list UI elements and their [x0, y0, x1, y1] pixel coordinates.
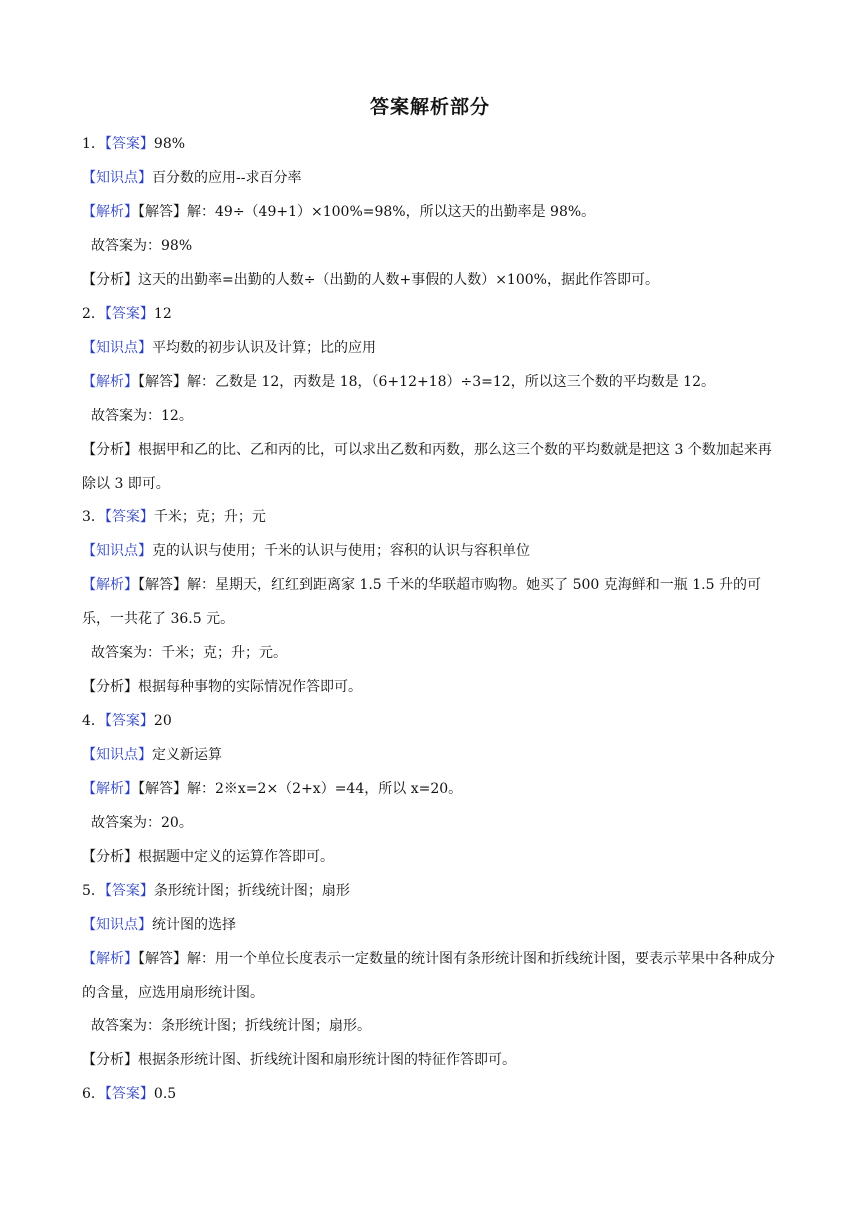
item-number: 3． — [82, 509, 105, 525]
item-2-explain-line — [82, 433, 782, 501]
answer-label: 【答案】 — [104, 883, 154, 899]
item-3-knowledge-line — [82, 541, 782, 561]
item-3-analysis-line — [82, 568, 782, 636]
explain-label: 【分析】 — [82, 1052, 138, 1068]
analysis-label: 【解析】 — [82, 951, 138, 967]
item-1-answer-line — [82, 134, 782, 154]
knowledge-label: 【知识点】 — [82, 917, 152, 933]
item-1-knowledge-line — [82, 168, 782, 188]
item-number: 2． — [82, 306, 105, 322]
item-3-answer-line — [82, 507, 782, 527]
solution-text: 解：2※x=2×（2+x）=44，所以 x=20。 — [187, 781, 463, 797]
solution-label: 【解答】 — [138, 577, 187, 593]
knowledge-label: 【知识点】 — [82, 747, 152, 763]
page-title: 答案解析部分 — [369, 96, 490, 118]
item-1-analysis-line — [82, 202, 782, 222]
answer-value: 20 — [153, 713, 172, 729]
item-5-analysis-line — [82, 942, 782, 1010]
answer-label: 【答案】 — [104, 1086, 154, 1102]
item-2-knowledge-line — [82, 338, 782, 358]
explain-label: 【分析】 — [82, 442, 138, 458]
solution-text: 解：乙数是 12，丙数是 18，（6+12+18）÷3=12，所以这三个数的平均数是 12。 — [187, 374, 715, 390]
answer-label: 【答案】 — [104, 306, 154, 322]
answer-value: 12 — [153, 306, 172, 322]
item-4-answer-line — [82, 711, 782, 731]
solution-label: 【解答】 — [138, 951, 187, 967]
analysis-label: 【解析】 — [82, 577, 138, 593]
knowledge-label: 【知识点】 — [82, 340, 152, 356]
solution-label: 【解答】 — [138, 781, 187, 797]
explain-text: 这天的出勤率=出勤的人数÷（出勤的人数+事假的人数）×100%，据此作答即可。 — [138, 272, 659, 288]
solution-text: 解：星期天，红红到距离家 1.5 千米的华联超市购物。她买了 500 克海鲜和一瓶 1.5 升的可乐，一共花了 36.5 元。 — [82, 577, 761, 627]
answer-value: 条形统计图；折线统计图；扇形 — [153, 883, 350, 899]
analysis-label: 【解析】 — [82, 374, 138, 390]
knowledge-text: 平均数的初步认识及计算；比的应用 — [152, 340, 376, 356]
knowledge-text: 百分数的应用--求百分率 — [152, 170, 302, 186]
explain-label: 【分析】 — [82, 679, 138, 695]
analysis-label: 【解析】 — [82, 204, 138, 220]
item-number: 4． — [82, 713, 105, 729]
solution-label: 【解答】 — [138, 204, 187, 220]
knowledge-label: 【知识点】 — [82, 543, 152, 559]
solution-label: 【解答】 — [138, 374, 187, 390]
item-6-answer-line — [82, 1084, 782, 1104]
answer-value: 98% — [153, 136, 186, 152]
item-number: 5． — [82, 883, 105, 899]
item-1-final-answer: 故答案为：98% — [91, 238, 193, 254]
item-5-knowledge-line — [82, 915, 782, 935]
knowledge-text: 克的认识与使用；千米的认识与使用；容积的认识与容积单位 — [152, 543, 530, 559]
item-4-final-answer: 故答案为：20。 — [91, 815, 193, 831]
item-3-final-answer: 故答案为：千米；克；升；元。 — [91, 645, 287, 661]
item-2-final-answer: 故答案为：12。 — [91, 408, 193, 424]
item-5-final-answer: 故答案为：条形统计图；折线统计图；扇形。 — [91, 1018, 371, 1034]
explain-text: 根据条形统计图、折线统计图和扇形统计图的特征作答即可。 — [138, 1052, 516, 1068]
explain-text: 根据题中定义的运算作答即可。 — [138, 849, 334, 865]
item-4-knowledge-line — [82, 745, 782, 765]
solution-text: 解：49÷（49+1）×100%=98%，所以这天的出勤率是 98%。 — [187, 204, 596, 220]
item-1-explain-line — [82, 270, 782, 290]
item-number: 6． — [82, 1086, 105, 1102]
explain-text: 根据每种事物的实际情况作答即可。 — [138, 679, 362, 695]
item-4-analysis-line — [82, 779, 782, 799]
item-2-answer-line — [82, 304, 782, 324]
analysis-label: 【解析】 — [82, 781, 138, 797]
answer-label: 【答案】 — [104, 713, 154, 729]
explain-label: 【分析】 — [82, 849, 138, 865]
knowledge-text: 定义新运算 — [152, 747, 222, 763]
answer-label: 【答案】 — [104, 509, 154, 525]
item-4-explain-line — [82, 847, 782, 867]
item-2-analysis-line — [82, 372, 782, 392]
item-number: 1． — [82, 136, 105, 152]
answer-label: 【答案】 — [104, 136, 154, 152]
explain-label: 【分析】 — [82, 272, 138, 288]
knowledge-text: 统计图的选择 — [152, 917, 236, 933]
answer-value: 千米；克；升；元 — [153, 509, 266, 525]
explain-text: 根据甲和乙的比、乙和丙的比，可以求出乙数和丙数，那么这三个数的平均数就是把这 3 个数加起来再除以 3 即可。 — [82, 442, 772, 492]
item-3-explain-line — [82, 677, 782, 697]
item-5-answer-line — [82, 881, 782, 901]
knowledge-label: 【知识点】 — [82, 170, 152, 186]
solution-text: 解：用一个单位长度表示一定数量的统计图有条形统计图和折线统计图，要表示苹果中各种成分的含量，应选用扇形统计图。 — [82, 951, 775, 1001]
answer-value: 0.5 — [153, 1086, 177, 1102]
item-5-explain-line — [82, 1050, 782, 1070]
